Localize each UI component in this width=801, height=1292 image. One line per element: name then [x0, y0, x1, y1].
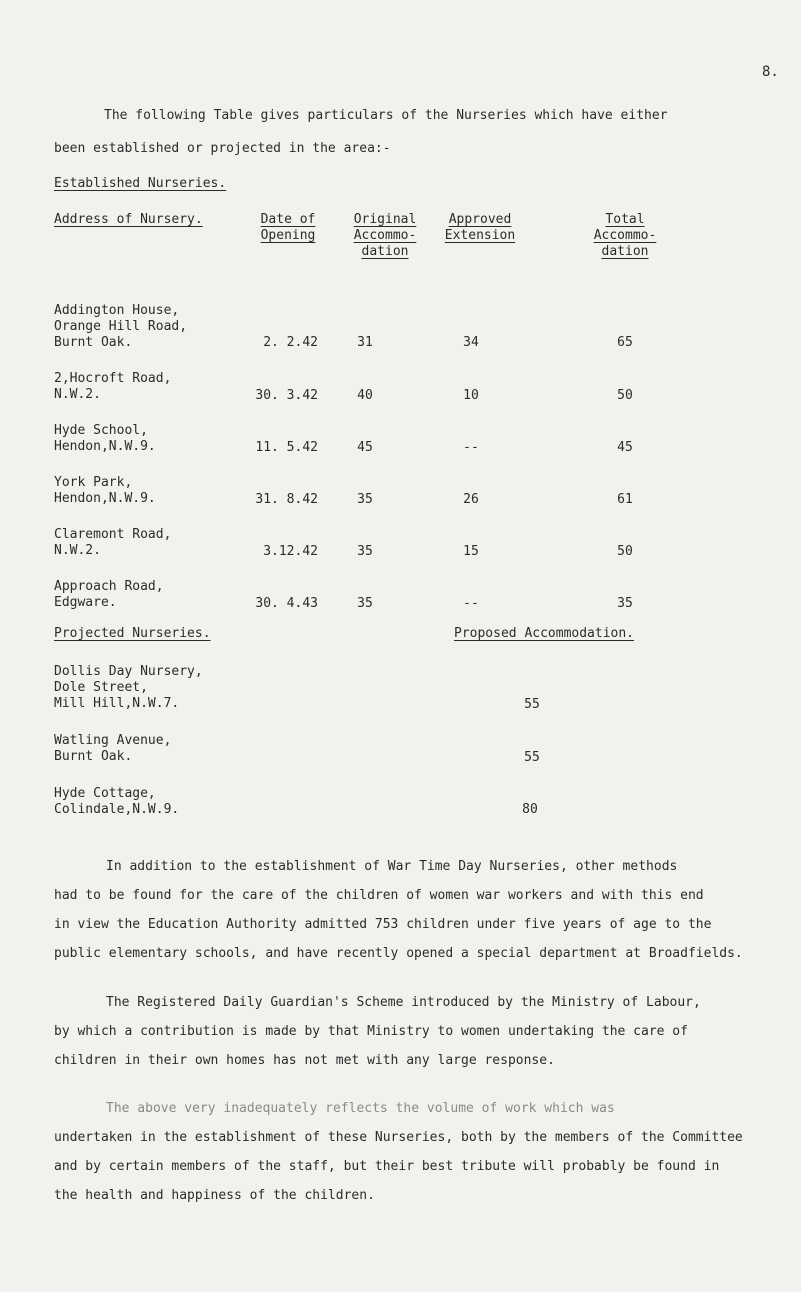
table-row-address	[54, 303, 187, 351]
address-line: York Park,	[54, 475, 133, 490]
table-row-address	[54, 475, 156, 507]
page-number: 8.	[762, 64, 779, 80]
cell-original: 35	[357, 492, 373, 507]
paragraph-line: undertaken in the establishment of these Nurseries, both by the members of the Committee	[54, 1130, 743, 1145]
col-extension-header-line: Approved	[448, 212, 512, 227]
paragraph-line: by which a contribution is made by that Ministry to women undertaking the care of	[54, 1024, 688, 1039]
cell-extension: 10	[463, 388, 479, 403]
address-line: Hendon,N.W.9.	[54, 491, 156, 506]
paragraph-line: The Registered Daily Guardian's Scheme introduced by the Ministry of Labour,	[106, 995, 701, 1010]
table-row-address	[54, 579, 164, 611]
cell-date: 2. 2.42	[263, 335, 318, 350]
projected-row-address	[54, 664, 203, 712]
cell-extension: --	[463, 440, 479, 455]
intro-line-2: been established or projected in the area:-	[54, 141, 391, 156]
col-original-header-line: dation	[361, 244, 409, 259]
cell-original: 40	[357, 388, 373, 403]
col-total-header	[580, 212, 670, 260]
cell-total: 50	[617, 388, 633, 403]
paragraph-line: In addition to the establishment of War Time Day Nurseries, other methods	[106, 859, 678, 874]
cell-original: 35	[357, 596, 373, 611]
col-date-header	[248, 212, 328, 244]
paragraph-2	[54, 988, 754, 1075]
cell-date: 31. 8.42	[255, 492, 318, 507]
paragraph-line: and by certain members of the staff, but their best tribute will probably be found in	[54, 1159, 720, 1174]
projected-row-address	[54, 733, 171, 765]
intro-line-1: The following Table gives particulars of the Nurseries which have either	[104, 108, 668, 123]
cell-total: 61	[617, 492, 633, 507]
cell-date: 30. 3.42	[255, 388, 318, 403]
address-line: N.W.2.	[54, 387, 101, 402]
cell-original: 45	[357, 440, 373, 455]
cell-extension: 26	[463, 492, 479, 507]
cell-total: 35	[617, 596, 633, 611]
cell-proposed: 80	[522, 802, 538, 817]
paragraph-1	[54, 852, 754, 968]
address-line: Burnt Oak.	[54, 749, 133, 764]
col-original-header-line: Original	[353, 212, 417, 227]
cell-proposed: 55	[524, 697, 540, 712]
table-row-address	[54, 371, 171, 403]
address-line: Edgware.	[54, 595, 117, 610]
paragraph-3	[54, 1094, 754, 1210]
cell-date: 30. 4.43	[255, 596, 318, 611]
col-date-header-line: Opening	[260, 228, 316, 243]
paragraph-line: had to be found for the care of the children of women war workers and with this end	[54, 888, 704, 903]
address-line: Dole Street,	[54, 680, 148, 695]
cell-date: 3.12.42	[263, 544, 318, 559]
paragraph-line: public elementary schools, and have recently opened a special department at Broadfields.	[54, 946, 743, 961]
cell-date: 11. 5.42	[255, 440, 318, 455]
cell-total: 65	[617, 335, 633, 350]
cell-original: 31	[357, 335, 373, 350]
paragraph-line: in view the Education Authority admitted 753 children under five years of age to the	[54, 917, 712, 932]
col-original-header-line: Accommo-	[353, 228, 417, 243]
established-heading: Established Nurseries.	[54, 176, 227, 191]
col-original-header	[340, 212, 430, 260]
table-row-address	[54, 527, 171, 559]
address-line: Addington House,	[54, 303, 180, 318]
cell-extension: 34	[463, 335, 479, 350]
col-address-header: Address of Nursery.	[54, 212, 203, 227]
col-total-header-line: dation	[601, 244, 649, 259]
cell-extension: 15	[463, 544, 479, 559]
address-line: Hyde Cottage,	[54, 786, 156, 801]
col-extension-header	[430, 212, 530, 244]
cell-total: 50	[617, 544, 633, 559]
address-line: Hyde School,	[54, 423, 148, 438]
address-line: Dollis Day Nursery,	[54, 664, 203, 679]
address-line: Watling Avenue,	[54, 733, 172, 748]
col-date-header-line: Date of	[260, 212, 316, 227]
paragraph-line: The above very inadequately reflects the volume of work which was	[106, 1101, 615, 1116]
col-total-header-line: Accommo-	[593, 228, 657, 243]
cell-total: 45	[617, 440, 633, 455]
paragraph-line: the health and happiness of the children.	[54, 1188, 375, 1203]
address-line: Hendon,N.W.9.	[54, 439, 156, 454]
address-line: Mill Hill,N.W.7.	[54, 696, 180, 711]
cell-proposed: 55	[524, 750, 540, 765]
cell-original: 35	[357, 544, 373, 559]
table-row-address	[54, 423, 156, 455]
address-line: Burnt Oak.	[54, 335, 133, 350]
col-extension-header-line: Extension	[444, 228, 516, 243]
projected-row-address	[54, 786, 179, 818]
address-line: N.W.2.	[54, 543, 101, 558]
address-line: 2,Hocroft Road,	[54, 371, 172, 386]
projected-heading: Projected Nurseries.	[54, 626, 211, 641]
address-line: Claremont Road,	[54, 527, 172, 542]
address-line: Colindale,N.W.9.	[54, 802, 180, 817]
proposed-accommodation-header: Proposed Accommodation.	[454, 626, 635, 641]
col-total-header-line: Total	[605, 212, 645, 227]
address-line: Approach Road,	[54, 579, 164, 594]
address-line: Orange Hill Road,	[54, 319, 188, 334]
cell-extension: --	[463, 596, 479, 611]
paragraph-line: children in their own homes has not met with any large response.	[54, 1053, 555, 1068]
